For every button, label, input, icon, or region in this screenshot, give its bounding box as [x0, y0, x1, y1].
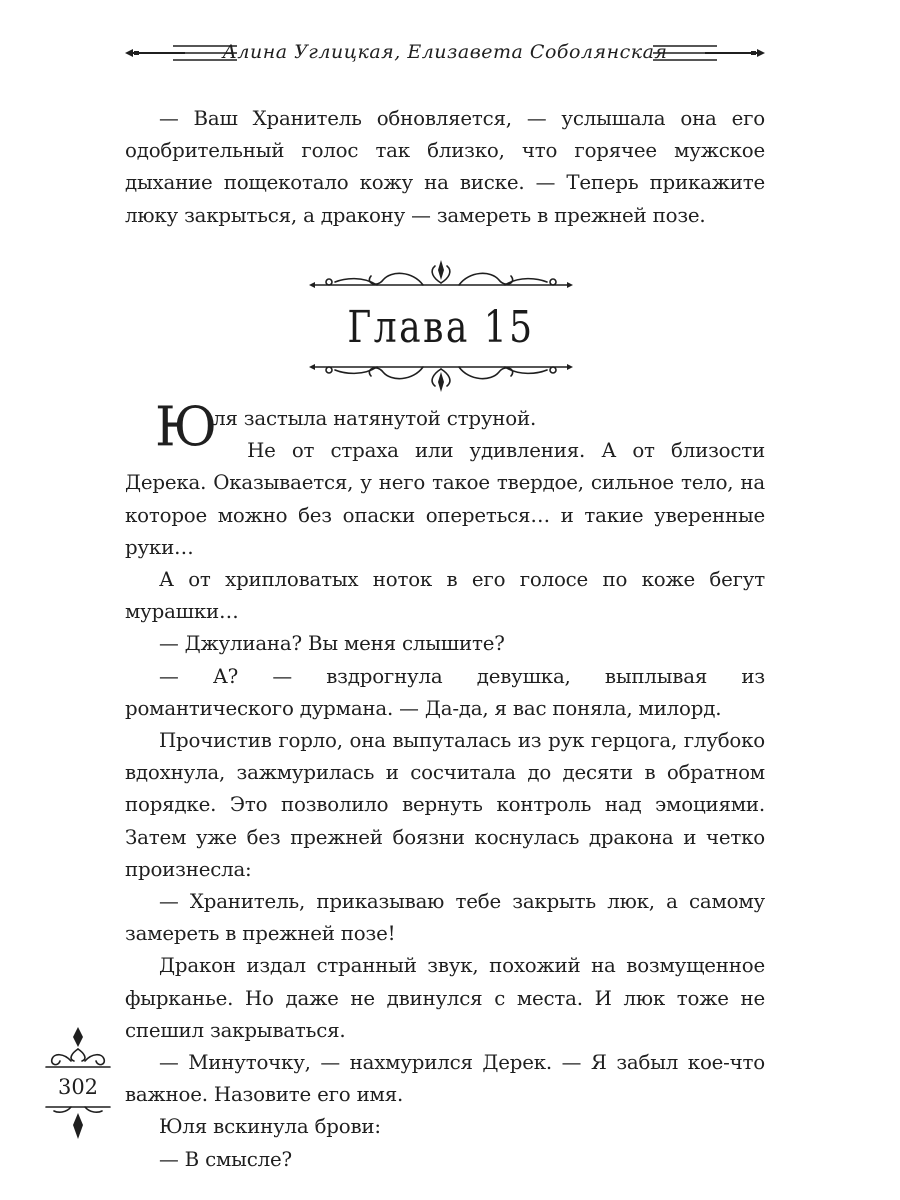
paragraph: — Минуточку, — нахмурился Дерек. — Я забыл кое-что важное. Назовите его имя. [125, 1051, 765, 1107]
chapter-body [125, 395, 765, 1176]
paragraph: Не от страха или удивления. А от близости Дерека. Оказывается, у него такое твердое, сильное тело, на которое можно без опаски опереться… и такие уверенные руки… [125, 439, 765, 559]
paragraph: А от хрипловатых ноток в его голосе по коже бегут мурашки… [125, 568, 765, 624]
paragraph: — Ваш Хранитель обновляется, — услышала она его одобрительный голос так близко, что горячее мужское дыхание пощекотало кожу на виске. — Теперь прикажите люку закрыться, а дракону — замереть в прежней позе. [125, 107, 765, 227]
folio-flourish-bottom-icon [38, 1103, 118, 1143]
paragraph: — А? — вздрогнула девушка, выплывая из романтического дурмана. — Да-да, я вас поняла, милорд. [125, 664, 765, 720]
paragraph: Дракон издал странный звук, похожий на возмущенное фырканье. Но даже не двинулся с места. И люк тоже не спешил закрываться. [125, 954, 765, 1042]
previous-chapter-text [125, 103, 765, 232]
page-number: 302 [57, 1075, 99, 1099]
paragraph: — Хранитель, приказываю тебе закрыть люк, а самому замереть в прежней позе! [125, 890, 765, 946]
running-head-title: Алина Углицкая, Елизавета Соболянская [222, 41, 668, 63]
chapter-heading [305, 258, 577, 393]
paragraph: Прочистив горло, она выпуталась из рук герцога, глубоко вдохнула, зажмурилась и сосчитала до десяти в обратном порядке. Это позволило вернуть контроль над эмоциями. Затем уже без прежней боязни коснулась дракона и четко произнесла: [125, 729, 765, 881]
flourish-top-icon [305, 258, 577, 294]
opening-paragraph [125, 395, 765, 459]
folio-flourish-top-icon [38, 1025, 118, 1071]
opening-text: ля застыла натянутой струной. [213, 407, 537, 430]
paragraph: Юля вскинула брови: [159, 1115, 381, 1139]
running-head [125, 38, 765, 68]
arrow-ornament-right-icon [653, 38, 765, 68]
paragraph: — Джулиана? Вы меня слышите? [159, 632, 505, 656]
paragraph: — В смысле? [159, 1147, 292, 1171]
chapter-title: Глава 15 [347, 302, 535, 353]
flourish-bottom-icon [305, 358, 577, 394]
drop-cap: Ю [155, 395, 212, 459]
folio [38, 1025, 118, 1145]
